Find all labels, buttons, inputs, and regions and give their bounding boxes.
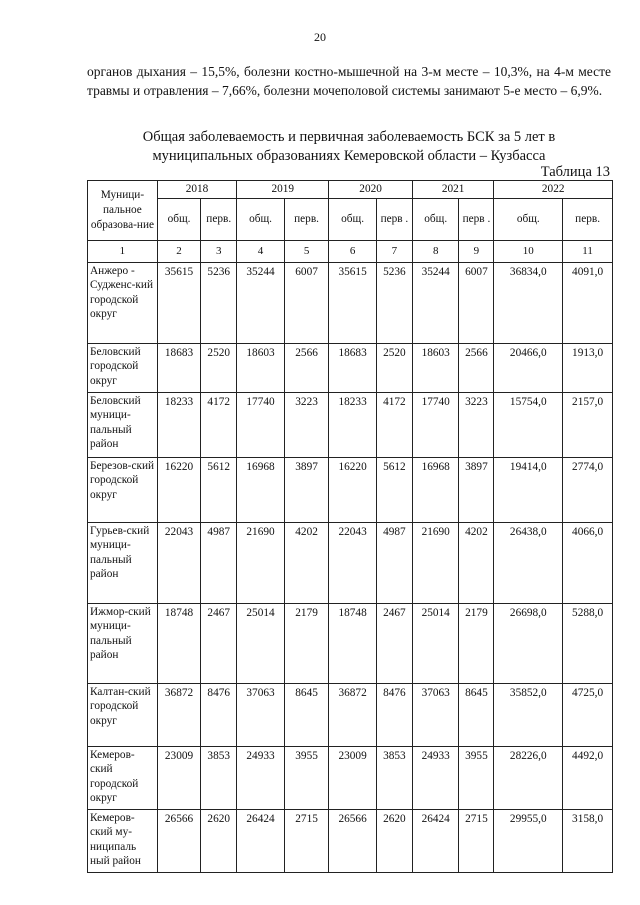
page-number: 20 bbox=[314, 30, 326, 44]
table-row bbox=[88, 603, 613, 683]
table-cell: 26438,0 bbox=[494, 522, 563, 603]
sub-header: перв . bbox=[376, 198, 412, 240]
table-cell: 18683 bbox=[329, 343, 377, 392]
table-cell: 23009 bbox=[157, 746, 200, 809]
table-cell: 26424 bbox=[412, 809, 459, 872]
sub-header: общ. bbox=[412, 198, 459, 240]
table-cell: 16220 bbox=[329, 457, 377, 522]
table-cell: 36872 bbox=[157, 683, 200, 746]
table-row bbox=[88, 392, 613, 457]
table-cell: 18748 bbox=[157, 603, 200, 683]
table-row bbox=[88, 522, 613, 603]
sub-header: перв. bbox=[563, 198, 613, 240]
table-cell: 35852,0 bbox=[494, 683, 563, 746]
table-cell: 3897 bbox=[459, 457, 494, 522]
table-cell: 18748 bbox=[329, 603, 377, 683]
table-cell: 24933 bbox=[412, 746, 459, 809]
column-number: 3 bbox=[201, 240, 237, 262]
sub-header: общ. bbox=[494, 198, 563, 240]
table-cell: 29955,0 bbox=[494, 809, 563, 872]
table-cell: 4091,0 bbox=[563, 262, 613, 343]
table-cell: 2566 bbox=[284, 343, 328, 392]
table-cell: 26424 bbox=[237, 809, 285, 872]
table-row bbox=[88, 683, 613, 746]
table-cell: 25014 bbox=[237, 603, 285, 683]
table-cell: 1913,0 bbox=[563, 343, 613, 392]
column-number: 4 bbox=[237, 240, 285, 262]
year-header: 2019 bbox=[237, 181, 329, 199]
table-cell: 16968 bbox=[237, 457, 285, 522]
caption-line-1: Общая заболеваемость и первичная заболеваемость БСК за 5 лет в bbox=[142, 129, 556, 145]
year-header: 2020 bbox=[329, 181, 413, 199]
intro-paragraph bbox=[87, 62, 611, 100]
column-number: 2 bbox=[157, 240, 200, 262]
municipality-name: Березов-ский городской округ bbox=[88, 457, 158, 522]
municipality-name: Калтан-ский городской округ bbox=[88, 683, 158, 746]
table-cell: 8476 bbox=[376, 683, 412, 746]
table-row bbox=[88, 746, 613, 809]
table-cell: 18603 bbox=[412, 343, 459, 392]
table-body bbox=[88, 262, 613, 872]
table-cell: 2520 bbox=[376, 343, 412, 392]
table-cell: 4987 bbox=[376, 522, 412, 603]
table-cell: 4492,0 bbox=[563, 746, 613, 809]
table-cell: 2620 bbox=[201, 809, 237, 872]
municipality-header: Муници-пальное образова-ние bbox=[88, 181, 158, 241]
table-row bbox=[88, 343, 613, 392]
column-number: 8 bbox=[412, 240, 459, 262]
table-caption bbox=[87, 128, 611, 166]
table-cell: 22043 bbox=[157, 522, 200, 603]
table-cell: 26698,0 bbox=[494, 603, 563, 683]
table-cell: 35615 bbox=[157, 262, 200, 343]
sub-header: общ. bbox=[329, 198, 377, 240]
sub-header: перв . bbox=[459, 198, 494, 240]
column-number: 9 bbox=[459, 240, 494, 262]
table-cell: 2715 bbox=[459, 809, 494, 872]
table-cell: 20466,0 bbox=[494, 343, 563, 392]
table-cell: 2179 bbox=[459, 603, 494, 683]
table-cell: 8476 bbox=[201, 683, 237, 746]
table-cell: 3223 bbox=[459, 392, 494, 457]
municipality-name: Кемеров-ский му-ниципаль ный район bbox=[88, 809, 158, 872]
table-cell: 18233 bbox=[329, 392, 377, 457]
table-cell: 3955 bbox=[459, 746, 494, 809]
table-cell: 17740 bbox=[412, 392, 459, 457]
table-cell: 19414,0 bbox=[494, 457, 563, 522]
table-cell: 8645 bbox=[459, 683, 494, 746]
table-cell: 18233 bbox=[157, 392, 200, 457]
table-cell: 28226,0 bbox=[494, 746, 563, 809]
column-number: 7 bbox=[376, 240, 412, 262]
table-cell: 26566 bbox=[157, 809, 200, 872]
column-number: 11 bbox=[563, 240, 613, 262]
sub-header: общ. bbox=[157, 198, 200, 240]
table-cell: 3853 bbox=[201, 746, 237, 809]
table-cell: 5236 bbox=[201, 262, 237, 343]
table-row bbox=[88, 457, 613, 522]
table-cell: 2467 bbox=[376, 603, 412, 683]
table-cell: 2179 bbox=[284, 603, 328, 683]
table-cell: 22043 bbox=[329, 522, 377, 603]
municipality-name: Ижмор-ский муници-пальный район bbox=[88, 603, 158, 683]
table-cell: 4202 bbox=[284, 522, 328, 603]
year-header: 2021 bbox=[412, 181, 493, 199]
table-cell: 5288,0 bbox=[563, 603, 613, 683]
table-cell: 23009 bbox=[329, 746, 377, 809]
table-label: Таблица 13 bbox=[540, 164, 610, 180]
table-cell: 24933 bbox=[237, 746, 285, 809]
table-cell: 2715 bbox=[284, 809, 328, 872]
table-cell: 37063 bbox=[412, 683, 459, 746]
table-row bbox=[88, 809, 613, 872]
table-cell: 5612 bbox=[376, 457, 412, 522]
table-cell: 3955 bbox=[284, 746, 328, 809]
sub-header: перв. bbox=[284, 198, 328, 240]
municipality-name: Беловский городской округ bbox=[88, 343, 158, 392]
intro-text: органов дыхания – 15,5%, болезни костно-мышечной на 3-м месте – 10,3%, на 4-м месте травмы и отравления – 7,66%, болезни мочеполовой системы занимают 5-е место – 6,9%. bbox=[87, 64, 611, 98]
table-cell: 8645 bbox=[284, 683, 328, 746]
table-cell: 17740 bbox=[237, 392, 285, 457]
municipality-name: Гурьев-ский муници-пальный район bbox=[88, 522, 158, 603]
table-cell: 4202 bbox=[459, 522, 494, 603]
morbidity-table bbox=[87, 180, 613, 873]
table-cell: 16220 bbox=[157, 457, 200, 522]
table-cell: 36872 bbox=[329, 683, 377, 746]
table-cell: 35615 bbox=[329, 262, 377, 343]
column-number: 5 bbox=[284, 240, 328, 262]
table-cell: 3223 bbox=[284, 392, 328, 457]
table-cell: 3853 bbox=[376, 746, 412, 809]
table-cell: 4172 bbox=[376, 392, 412, 457]
sub-header: перв. bbox=[201, 198, 237, 240]
table-cell: 4725,0 bbox=[563, 683, 613, 746]
table-cell: 4172 bbox=[201, 392, 237, 457]
year-header: 2022 bbox=[494, 181, 613, 199]
table-cell: 6007 bbox=[459, 262, 494, 343]
column-number: 10 bbox=[494, 240, 563, 262]
table-cell: 2774,0 bbox=[563, 457, 613, 522]
municipality-name: Беловский муници-пальный район bbox=[88, 392, 158, 457]
table-cell: 26566 bbox=[329, 809, 377, 872]
table-cell: 6007 bbox=[284, 262, 328, 343]
municipality-name: Кемеров-ский городской округ bbox=[88, 746, 158, 809]
sub-header: общ. bbox=[237, 198, 285, 240]
table-cell: 2620 bbox=[376, 809, 412, 872]
table-cell: 36834,0 bbox=[494, 262, 563, 343]
table-cell: 3897 bbox=[284, 457, 328, 522]
table-row bbox=[88, 262, 613, 343]
table-cell: 18683 bbox=[157, 343, 200, 392]
year-header: 2018 bbox=[157, 181, 236, 199]
caption-line-2: муниципальных образованиях Кемеровской области – Кузбасса bbox=[152, 148, 546, 164]
table-cell: 2566 bbox=[459, 343, 494, 392]
table-cell: 35244 bbox=[412, 262, 459, 343]
table-cell: 21690 bbox=[237, 522, 285, 603]
table-cell: 4066,0 bbox=[563, 522, 613, 603]
table-cell: 15754,0 bbox=[494, 392, 563, 457]
table-cell: 21690 bbox=[412, 522, 459, 603]
table-cell: 16968 bbox=[412, 457, 459, 522]
table-cell: 3158,0 bbox=[563, 809, 613, 872]
municipality-name: Анжеро - Судженс-кий городской округ bbox=[88, 262, 158, 343]
table-cell: 18603 bbox=[237, 343, 285, 392]
table-cell: 2157,0 bbox=[563, 392, 613, 457]
table-cell: 4987 bbox=[201, 522, 237, 603]
table-cell: 25014 bbox=[412, 603, 459, 683]
table-cell: 37063 bbox=[237, 683, 285, 746]
column-number: 1 bbox=[88, 240, 158, 262]
table-cell: 2520 bbox=[201, 343, 237, 392]
table-cell: 2467 bbox=[201, 603, 237, 683]
table-cell: 5612 bbox=[201, 457, 237, 522]
table-cell: 35244 bbox=[237, 262, 285, 343]
table-cell: 5236 bbox=[376, 262, 412, 343]
column-number: 6 bbox=[329, 240, 377, 262]
